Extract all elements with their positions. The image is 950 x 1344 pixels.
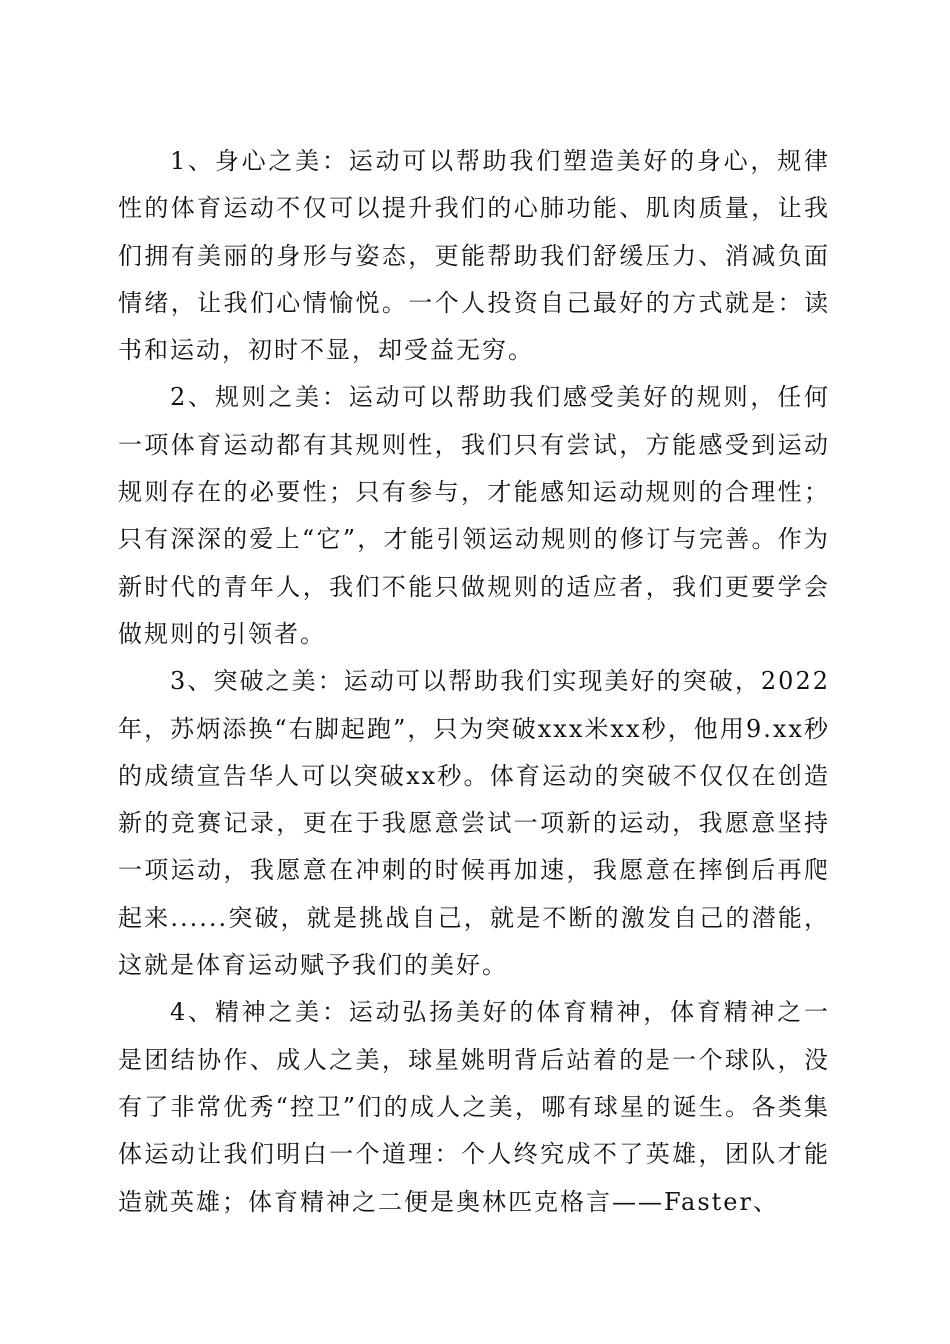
document-body: [118, 138, 830, 1226]
paragraph-spirit: 4、精神之美：运动弘扬美好的体育精神，体育精神之一是团结协作、成人之美，球星姚明背后站着的是一个球队，没有了非常优秀“控卫”们的成人之美，哪有球星的诞生。各类集体运动让我们明白一个道理：个人终究成不了英雄，团队才能造就英雄；体育精神之二便是奥林匹克格言——Faster、: [118, 998, 830, 1216]
paragraph-breakthrough: 3、突破之美：运动可以帮助我们实现美好的突破，2022年，苏炳添换“右脚起跑”，只为突破xxx米xx秒，他用9.xx秒的成绩宣告华人可以突破xx秒。体育运动的突破不仅仅在创造新的竞赛记录，更在于我愿意尝试一项新的运动，我愿意坚持一项运动，我愿意在冲刺的时候再加速，我愿意在摔倒后再爬起来......突破，就是挑战自己，就是不断的激发自己的潜能，这就是体育运动赋予我们的美好。: [118, 667, 830, 980]
paragraph-rules: 2、规则之美：运动可以帮助我们感受美好的规则，任何一项体育运动都有其规则性，我们只有尝试，方能感受到运动规则存在的必要性；只有参与，才能感知运动规则的合理性；只有深深的爱上“它”，才能引领运动规则的修订与完善。作为新时代的青年人，我们不能只做规则的适应者，我们更要学会做规则的引领者。: [118, 383, 830, 648]
paragraph-body-mind: 1、身心之美：运动可以帮助我们塑造美好的身心，规律性的体育运动不仅可以提升我们的心肺功能、肌肉质量，让我们拥有美丽的身形与姿态，更能帮助我们舒缓压力、消减负面情绪，让我们心情愉悦。一个人投资自己最好的方式就是：读书和运动，初时不显，却受益无穷。: [118, 147, 830, 365]
